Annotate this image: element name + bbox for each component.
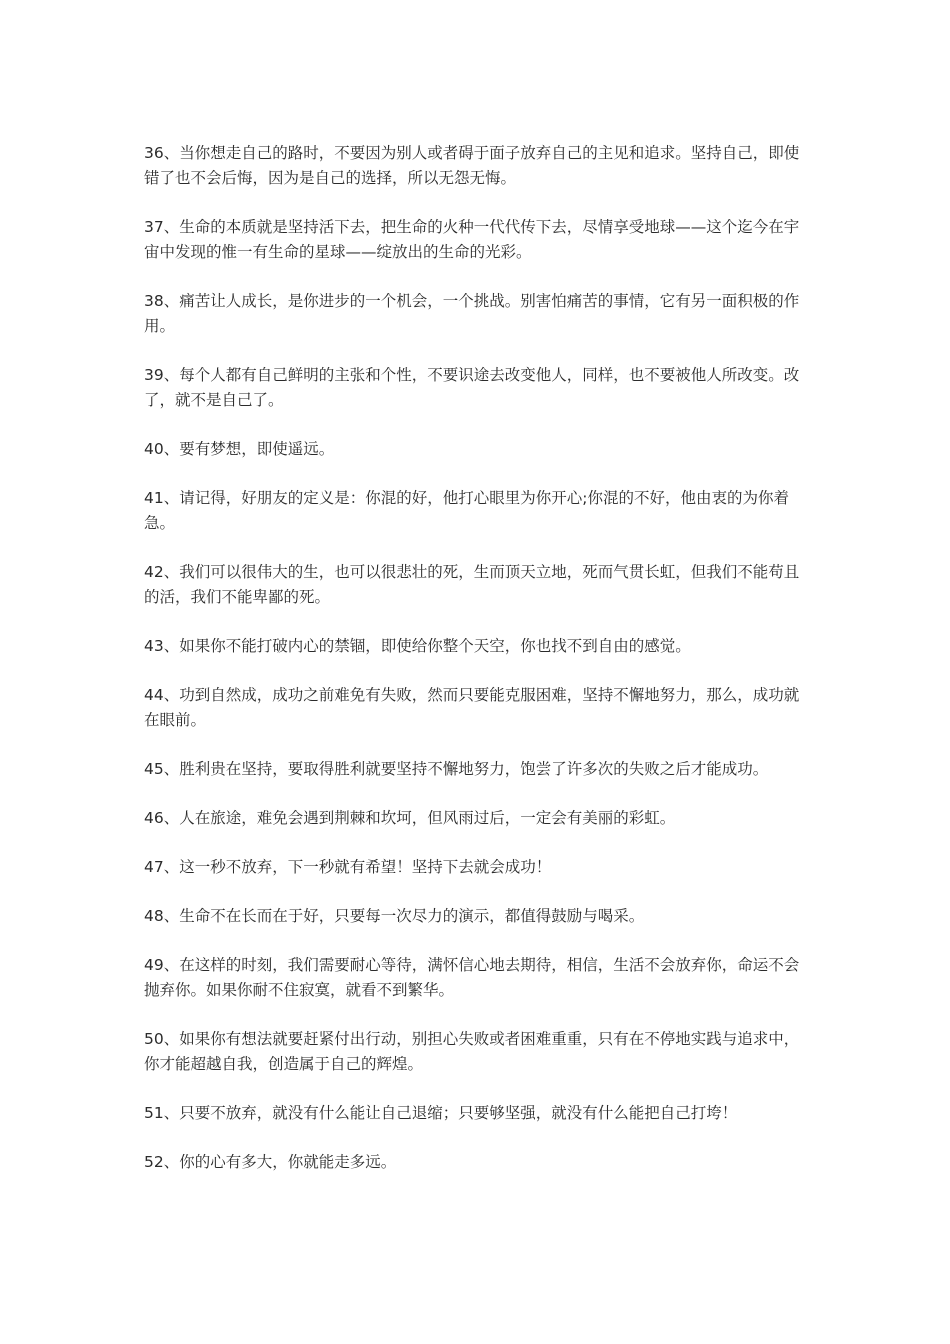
quote-51: 51、只要不放弃，就没有什么能让自己退缩；只要够坚强，就没有什么能把自己打垮！ [144, 1104, 738, 1122]
quote-46: 46、人在旅途，难免会遇到荆棘和坎坷，但风雨过后，一定会有美丽的彩虹。 [144, 809, 676, 827]
quote-40: 40、要有梦想，即使遥远。 [144, 440, 335, 458]
quote-47: 47、这一秒不放弃，下一秒就有希望！坚持下去就会成功！ [144, 858, 552, 876]
quote-39: 39、每个人都有自己鲜明的主张和个性，不要识途去改变他人，同样，也不要被他人所改变。改了，就不是自己了。 [144, 366, 800, 409]
quote-37: 37、生命的本质就是坚持活下去，把生命的火种一代代传下去，尽情享受地球——这个迄今在宇宙中发现的惟一有生命的星球——绽放出的生命的光彩。 [144, 218, 800, 261]
quote-41: 41、请记得，好朋友的定义是：你混的好，他打心眼里为你开心;你混的不好，他由衷的为你着急。 [144, 489, 789, 532]
quote-50: 50、如果你有想法就要赶紧付出行动，别担心失败或者困难重重，只有在不停地实践与追求中，你才能超越自我，创造属于自己的辉煌。 [144, 1030, 800, 1073]
quote-52: 52、你的心有多大，你就能走多远。 [144, 1153, 397, 1171]
quote-list [144, 141, 812, 1199]
quote-38: 38、痛苦让人成长，是你进步的一个机会，一个挑战。别害怕痛苦的事情，它有另一面积极的作用。 [144, 292, 800, 335]
quote-44: 44、功到自然成，成功之前难免有失败，然而只要能克服困难，坚持不懈地努力，那么，成功就在眼前。 [144, 686, 800, 729]
quote-48: 48、生命不在长而在于好，只要每一次尽力的演示，都值得鼓励与喝采。 [144, 907, 645, 925]
quote-49: 49、在这样的时刻，我们需要耐心等待，满怀信心地去期待，相信，生活不会放弃你，命运不会抛弃你。如果你耐不住寂寞，就看不到繁华。 [144, 956, 800, 999]
quote-45: 45、胜利贵在坚持，要取得胜利就要坚持不懈地努力，饱尝了许多次的失败之后才能成功。 [144, 760, 769, 778]
quote-43: 43、如果你不能打破内心的禁锢，即使给你整个天空，你也找不到自由的感觉。 [144, 637, 691, 655]
quote-42: 42、我们可以很伟大的生，也可以很悲壮的死，生而顶天立地，死而气贯长虹，但我们不能苟且的活，我们不能卑鄙的死。 [144, 563, 800, 606]
quote-36: 36、当你想走自己的路时，不要因为别人或者碍于面子放弃自己的主见和追求。坚持自己，即使错了也不会后悔，因为是自己的选择，所以无怨无悔。 [144, 144, 800, 187]
